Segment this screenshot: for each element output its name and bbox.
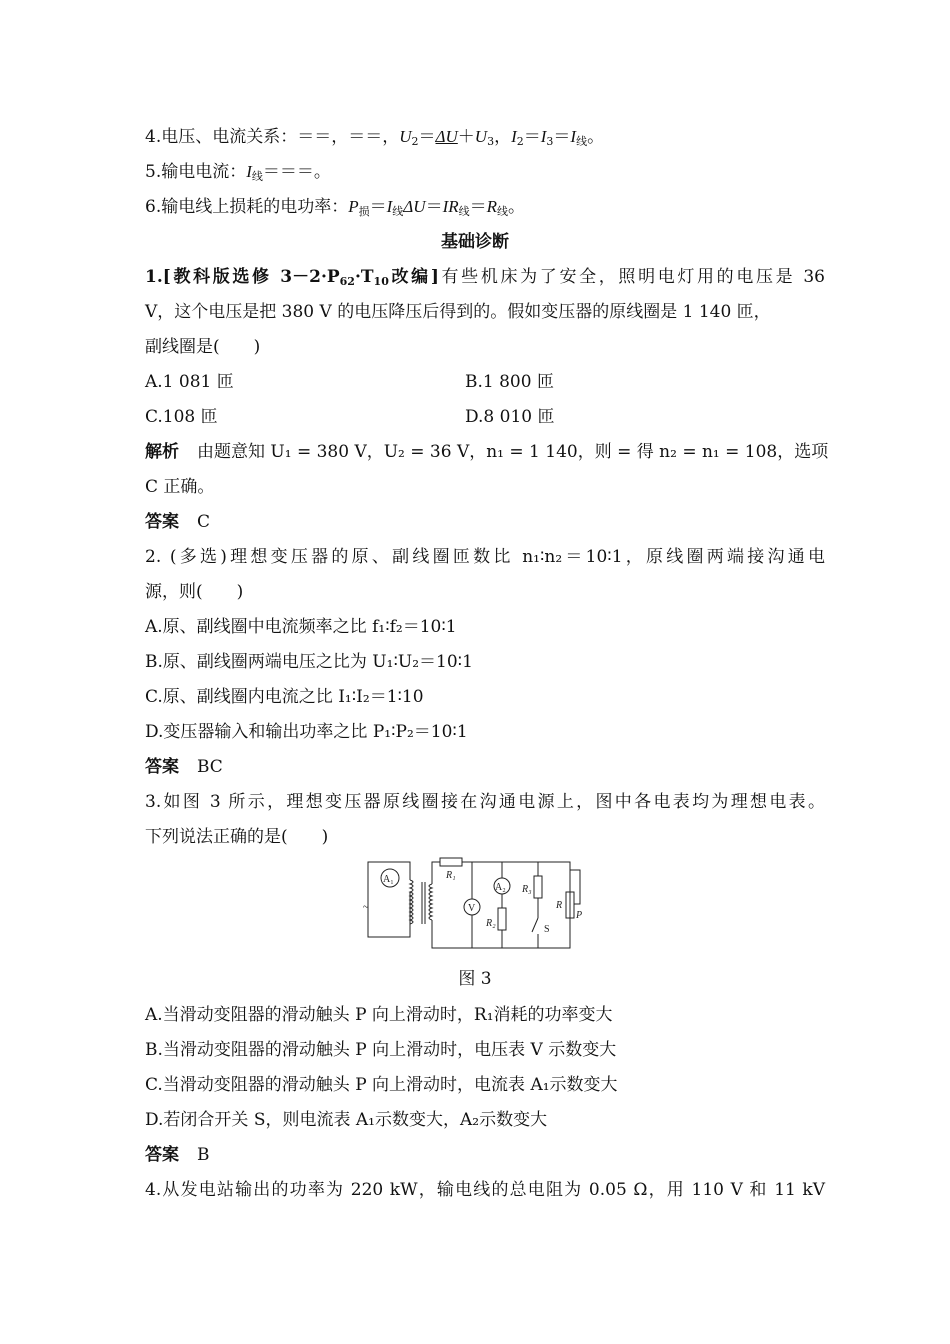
q1-analysis-line-1: 解析 由题意知 U₁ = 380 V，U₂ = 36 V，n₁ = 1 140，则 = 得 n₂ = n₁ = 108，选项 (145, 442, 829, 462)
q2-answer: 答案 BC (145, 757, 223, 777)
label-source: ~ (363, 902, 369, 913)
q2-option-c: C.原、副线圈内电流之比 I₁∶I₂＝1∶10 (145, 687, 424, 707)
section-title: 基础诊断 (441, 232, 509, 252)
point-4: 4.电压、电流关系：＝＝，＝＝，$U_2=\Delta U+U_3$，$I_2=I_3=I$线。 (145, 127, 605, 148)
label-r1: R₁ (446, 870, 456, 881)
resistor-r3 (534, 876, 542, 898)
label-r3: R₃ (522, 884, 532, 895)
q1-option-c: C.108 匝 (145, 407, 218, 427)
q3-option-a: A.当滑动变阻器的滑动触头 P 向上滑动时，R₁消耗的功率变大 (145, 1005, 613, 1025)
q3-line-1: 3.如图 3 所示，理想变压器原线圈接在沟通电源上，图中各电表均为理想电表。 (145, 792, 825, 812)
figure-caption: 图 3 (458, 969, 492, 989)
q1-options-ab (145, 365, 825, 399)
q3-option-c: C.当滑动变阻器的滑动触头 P 向上滑动时，电流表 A₁示数变大 (145, 1075, 618, 1095)
q2-line-1: 2. (多选)理想变压器的原、副线圈匝数比 n₁∶n₂＝10∶1，原线圈两端接沟通电 (145, 547, 825, 567)
q1-option-d: D.8 010 匝 (465, 407, 555, 427)
q2-option-b: B.原、副线圈两端电压之比为 U₁∶U₂＝10∶1 (145, 652, 473, 672)
switch-s (532, 918, 538, 932)
label-p: P (576, 910, 583, 921)
q4-line-1: 4.从发电站输出的功率为 220 kW，输电线的总电阻为 0.05 Ω，用 110 V 和 11 kV (145, 1180, 825, 1200)
secondary-coil (429, 884, 432, 920)
q3-option-b: B.当滑动变阻器的滑动触头 P 向上滑动时，电压表 V 示数变大 (145, 1040, 617, 1060)
label-r: R (556, 900, 563, 911)
resistor-r1 (440, 858, 462, 866)
slider-p (570, 870, 580, 904)
q1-option-a: A.1 081 匝 (145, 372, 234, 392)
label-r2: R₂ (486, 918, 496, 929)
point-6: 6.输电线上损耗的电功率：P损＝I线ΔU＝IR线＝R线。 (145, 197, 525, 218)
resistor-r2 (498, 908, 506, 930)
q2-option-a: A.原、副线圈中电流频率之比 f₁∶f₂＝10∶1 (145, 617, 457, 637)
q1-line-2: V，这个电压是把 380 V 的电压降压后得到的。假如变压器的原线圈是 1 140 匝， (145, 302, 771, 322)
q1-line-1: 1.[教科版选修 $3-2\cdot P_{62}\cdot T_{10}$改编]有些机床为了安全，照明电灯用的电压是 36 (145, 267, 825, 288)
circuit-diagram (360, 852, 590, 952)
label-a1: A₁ (383, 874, 394, 885)
q1-options-cd (145, 400, 825, 434)
q1-option-b: B.1 800 匝 (465, 372, 554, 392)
q2-option-d: D.变压器输入和输出功率之比 P₁∶P₂＝10∶1 (145, 722, 468, 742)
q1-answer: 答案 C (145, 512, 211, 532)
label-a2: A₂ (495, 882, 506, 893)
q2-line-2: 源，则( ) (145, 582, 244, 602)
secondary-top-left (432, 862, 440, 884)
q3-option-d: D.若闭合开关 S，则电流表 A₁示数变大，A₂示数变大 (145, 1110, 548, 1130)
point-5: 5.输电电流：I线＝＝＝。 (145, 162, 331, 183)
label-s: S (544, 924, 550, 935)
q1-line-3: 副线圈是( ) (145, 337, 261, 357)
label-v: V (468, 903, 476, 914)
q3-answer: 答案 B (145, 1145, 210, 1165)
q3-line-2: 下列说法正确的是( ) (145, 827, 329, 847)
q1-analysis-line-2: C 正确。 (145, 477, 215, 497)
